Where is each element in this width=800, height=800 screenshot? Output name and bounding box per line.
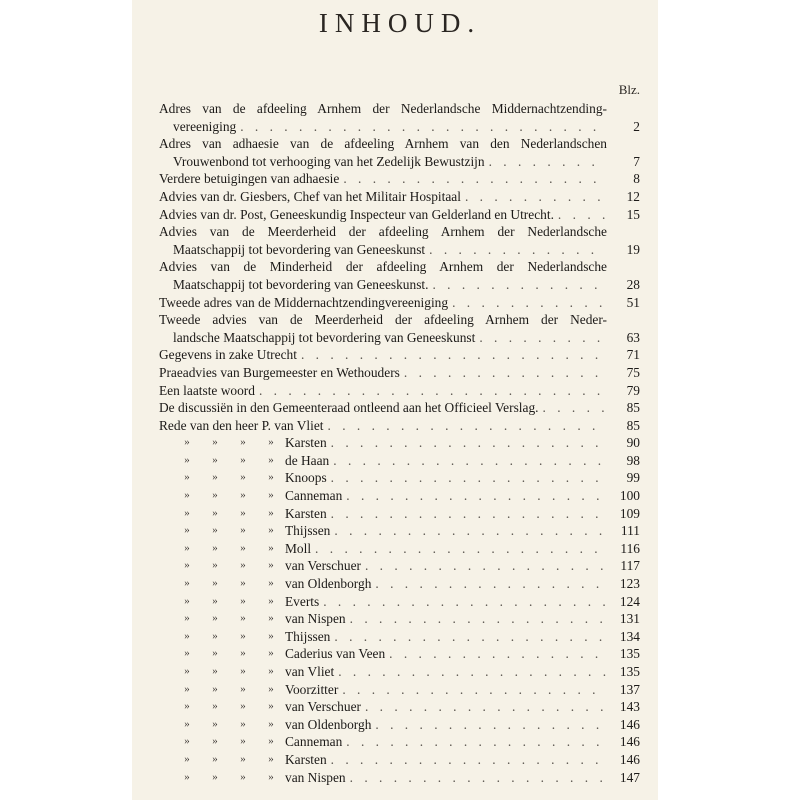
toc-entry-text: Maatschappij tot bevordering van Geneeskunst.: [173, 276, 429, 292]
leader-dots: [371, 716, 606, 734]
speech-entry: [159, 663, 640, 681]
ditto-mark: »: [184, 436, 190, 449]
toc-entry-line: [159, 311, 640, 329]
toc-page-number: 2: [633, 118, 640, 134]
speech-entry: [159, 522, 640, 540]
ditto-mark: »: [268, 665, 274, 677]
toc-entry-text: Gegevens in zake Utrecht: [159, 347, 297, 363]
toc-entry-text: landsche Maatschappij tot bevordering van Geneeskunst: [173, 329, 476, 345]
toc-page-number: 79: [626, 382, 640, 398]
ditto-mark: »: [212, 559, 218, 572]
speech-entry: [159, 733, 640, 751]
ditto-marks: [159, 610, 285, 628]
ditto-mark: »: [240, 700, 246, 713]
ditto-mark: »: [184, 506, 190, 519]
ditto-marks: [159, 698, 285, 716]
toc-entry-text: De discussiën in den Gemeenteraad ontleend aan het Officieel Verslag.: [159, 400, 539, 416]
toc-entry-text: Rede van den heer P. van Vliet: [159, 417, 324, 433]
toc-page-number: 98: [626, 452, 640, 468]
leader-dots: [342, 487, 606, 505]
ditto-mark: »: [184, 770, 190, 783]
ditto-mark: »: [212, 647, 218, 660]
ditto-mark: »: [240, 436, 246, 449]
ditto-mark: »: [268, 647, 274, 660]
ditto-mark: »: [268, 559, 274, 572]
ditto-mark: »: [268, 471, 274, 484]
leader-dots: [327, 469, 606, 487]
leader-dots: [311, 540, 606, 558]
ditto-mark: »: [184, 489, 190, 502]
leader-dots: [330, 628, 606, 646]
ditto-mark: »: [184, 682, 190, 695]
toc-page-number: 8: [633, 171, 640, 187]
ditto-marks: [159, 733, 285, 751]
toc-page-number: 100: [619, 488, 640, 504]
speaker-name: Karsten: [285, 751, 327, 767]
ditto-mark: »: [184, 700, 190, 713]
ditto-marks: [159, 575, 285, 593]
ditto-marks: [159, 434, 285, 452]
leader-dots: [346, 610, 606, 628]
ditto-mark: »: [240, 735, 246, 748]
toc-page-number: 143: [619, 699, 640, 715]
ditto-mark: »: [240, 577, 246, 590]
speaker-name: Canneman: [285, 488, 343, 504]
ditto-mark: »: [184, 735, 190, 748]
ditto-mark: »: [184, 471, 190, 484]
toc-page-number: 123: [619, 576, 640, 592]
toc-page-number: 146: [619, 734, 640, 750]
ditto-mark: »: [240, 524, 246, 537]
leader-dots: [342, 733, 606, 751]
ditto-mark: »: [240, 612, 246, 625]
ditto-mark: »: [212, 489, 218, 502]
toc-page-number: 117: [620, 558, 640, 574]
table-of-contents: [159, 100, 640, 786]
toc-page-number: 109: [619, 505, 640, 521]
ditto-mark: »: [268, 682, 274, 695]
ditto-marks: [159, 681, 285, 699]
leader-dots: [385, 645, 606, 663]
leader-dots: [327, 751, 606, 769]
leader-dots: [236, 118, 606, 136]
speaker-name: Caderius van Veen: [285, 646, 386, 662]
leader-dots: [297, 346, 606, 364]
speaker-name: van Nispen: [285, 611, 346, 627]
speaker-name: Karsten: [285, 505, 327, 521]
toc-entry-line: [159, 188, 640, 206]
ditto-mark: »: [184, 629, 190, 642]
toc-entry-line: [159, 135, 640, 153]
speaker-name: de Haan: [285, 452, 330, 468]
ditto-marks: [159, 751, 285, 769]
page-column-header: Blz.: [618, 82, 640, 97]
leader-dots: [448, 294, 606, 312]
toc-entry-text: Tweede adres van de Middernachtzendingvereeniging: [159, 294, 449, 310]
ditto-mark: »: [268, 506, 274, 519]
ditto-mark: »: [240, 471, 246, 484]
toc-entry-line: [159, 170, 640, 188]
leader-dots: [319, 593, 606, 611]
toc-entry-text: Maatschappij tot bevordering van Geneeskunst: [173, 241, 426, 257]
toc-page-number: 147: [619, 769, 640, 785]
ditto-mark: »: [212, 524, 218, 537]
speech-entry: [159, 610, 640, 628]
leader-dots: [371, 575, 606, 593]
toc-entry-line: [159, 399, 640, 417]
ditto-mark: »: [184, 647, 190, 660]
toc-page-number: 135: [619, 664, 640, 679]
toc-page-number: 111: [620, 523, 640, 539]
leader-dots: [329, 452, 606, 470]
speech-entry: [159, 487, 640, 505]
ditto-marks: [159, 769, 285, 787]
ditto-mark: »: [212, 629, 218, 642]
ditto-mark: »: [268, 489, 274, 502]
ditto-mark: »: [184, 559, 190, 572]
ditto-marks: [159, 487, 285, 505]
ditto-marks: [159, 469, 285, 487]
toc-entry-line: [159, 206, 640, 224]
speaker-name: van Oldenborgh: [285, 716, 372, 732]
ditto-mark: »: [240, 489, 246, 502]
ditto-marks: [159, 452, 285, 470]
toc-page-number: 15: [626, 206, 640, 222]
ditto-mark: »: [212, 752, 218, 765]
toc-entry-text: Advies van de Meerderheid der afdeeling Arnhem der Nederlandsche: [159, 224, 607, 240]
toc-entry-line: [159, 223, 640, 241]
ditto-mark: »: [184, 594, 190, 607]
toc-entry-text: vereeniging: [173, 118, 237, 134]
speech-entry: [159, 593, 640, 611]
leader-dots: [334, 663, 606, 681]
speech-entry: [159, 751, 640, 769]
speaker-name: Knoops: [285, 470, 327, 486]
ditto-mark: »: [240, 559, 246, 572]
ditto-mark: »: [240, 453, 246, 466]
toc-page-number: 12: [626, 188, 640, 204]
leader-dots: [327, 434, 606, 452]
speech-entry: [159, 769, 640, 787]
speech-entry: [159, 434, 640, 452]
toc-entry-text: Praeadvies van Burgemeester en Wethouders: [159, 364, 400, 380]
toc-entry-text: Een laatste woord: [159, 382, 255, 398]
toc-page-number: 7: [633, 153, 640, 169]
toc-entry-line: [159, 382, 640, 400]
leader-dots: [400, 364, 606, 382]
speech-entry: [159, 505, 640, 523]
speech-entry: [159, 681, 640, 699]
leader-dots: [428, 276, 606, 294]
toc-page-number: 116: [620, 540, 640, 556]
ditto-mark: »: [268, 524, 274, 537]
leader-dots: [361, 557, 606, 575]
toc-entry-text: Adres van adhaesie van de afdeeling Arnhem van den Nederlandschen: [159, 136, 607, 152]
ditto-mark: »: [240, 541, 246, 554]
toc-entry-text: Advies van de Minderheid der afdeeling Arnhem der Nederlandsche: [159, 259, 607, 275]
ditto-mark: »: [184, 541, 190, 554]
ditto-marks: [159, 645, 285, 663]
ditto-mark: »: [268, 577, 274, 590]
ditto-mark: »: [184, 577, 190, 590]
ditto-mark: »: [184, 612, 190, 625]
ditto-mark: »: [268, 436, 274, 449]
speaker-name: Thijssen: [285, 628, 331, 644]
speech-entry: [159, 575, 640, 593]
ditto-marks: [159, 593, 285, 611]
ditto-mark: »: [268, 612, 274, 625]
speech-entry: [159, 698, 640, 716]
ditto-marks: [159, 557, 285, 575]
toc-entry-line: [159, 118, 640, 136]
toc-page-number: 63: [626, 329, 640, 345]
speaker-name: Everts: [285, 593, 320, 609]
ditto-marks: [159, 522, 285, 540]
toc-page-number: 137: [619, 681, 640, 697]
toc-page-number: 75: [626, 364, 640, 380]
ditto-mark: »: [268, 541, 274, 554]
ditto-marks: [159, 628, 285, 646]
ditto-mark: »: [212, 612, 218, 625]
ditto-mark: »: [212, 453, 218, 466]
ditto-mark: »: [184, 717, 190, 730]
toc-entry-line: [159, 417, 640, 435]
toc-entry-text: Advies van dr. Post, Geneeskundig Inspecteur van Gelderland en Utrecht.: [159, 206, 554, 222]
leader-dots: [339, 170, 606, 188]
leader-dots: [539, 399, 606, 417]
ditto-mark: »: [212, 770, 218, 783]
toc-page-number: 90: [626, 435, 640, 451]
ditto-mark: »: [268, 594, 274, 607]
ditto-marks: [159, 663, 285, 681]
speaker-name: Karsten: [285, 435, 327, 451]
ditto-mark: »: [212, 594, 218, 607]
speaker-name: Thijssen: [285, 523, 331, 539]
speech-entry: [159, 540, 640, 558]
toc-page-number: 134: [619, 628, 640, 644]
ditto-mark: »: [268, 700, 274, 713]
leader-dots: [461, 188, 606, 206]
speech-entry: [159, 628, 640, 646]
speech-entry: [159, 716, 640, 734]
ditto-mark: »: [240, 665, 246, 677]
ditto-mark: »: [184, 453, 190, 466]
toc-entry-line: [159, 153, 640, 171]
ditto-mark: »: [212, 700, 218, 713]
page-title: INHOUD.: [318, 8, 482, 38]
ditto-mark: »: [268, 629, 274, 642]
toc-entry-line: [159, 100, 640, 118]
leader-dots: [554, 206, 606, 224]
toc-entry-text: Advies van dr. Giesbers, Chef van het Militair Hospitaal: [159, 188, 461, 204]
toc-page-number: 146: [619, 751, 640, 767]
ditto-mark: »: [184, 752, 190, 765]
ditto-mark: »: [240, 717, 246, 730]
ditto-marks: [159, 505, 285, 523]
ditto-marks: [159, 540, 285, 558]
toc-entry-text: Adres van de afdeeling Arnhem der Nederlandsche Middernachtzending-: [159, 101, 607, 116]
ditto-mark: »: [268, 752, 274, 765]
toc-entry-line: [159, 258, 640, 276]
speech-entry: [159, 557, 640, 575]
toc-page-number: 71: [626, 347, 640, 363]
speaker-name: van Oldenborgh: [285, 576, 372, 592]
toc-page-number: 146: [619, 716, 640, 732]
toc-entry-text: Vrouwenbond tot verhooging van het Zedelijk Bewustzijn: [173, 153, 485, 169]
ditto-mark: »: [212, 577, 218, 590]
ditto-mark: »: [240, 770, 246, 783]
toc-page-number: 99: [626, 470, 640, 486]
leader-dots: [425, 241, 606, 259]
ditto-mark: »: [268, 770, 274, 783]
ditto-mark: »: [212, 735, 218, 748]
leader-dots: [485, 153, 606, 171]
speaker-name: van Verschuer: [285, 558, 361, 574]
toc-entry-line: [159, 241, 640, 259]
toc-page-number: 124: [619, 593, 640, 609]
ditto-mark: »: [184, 665, 190, 677]
toc-entry-line: [159, 329, 640, 347]
toc-entry-line: [159, 294, 640, 312]
speech-entry: [159, 469, 640, 487]
toc-page-number: 85: [626, 417, 640, 433]
toc-page-number: 135: [619, 646, 640, 662]
leader-dots: [475, 329, 606, 347]
toc-entry-text: Tweede advies van de Meerderheid der afdeeling Arnhem der Neder-: [159, 312, 607, 328]
ditto-mark: »: [268, 735, 274, 748]
ditto-mark: »: [240, 647, 246, 660]
toc-page-number: 85: [626, 400, 640, 416]
toc-page-number: 28: [626, 276, 640, 292]
ditto-mark: »: [184, 524, 190, 537]
ditto-mark: »: [212, 682, 218, 695]
leader-dots: [324, 417, 607, 435]
speaker-name: van Verschuer: [285, 699, 361, 715]
ditto-mark: »: [240, 629, 246, 642]
leader-dots: [361, 698, 606, 716]
leader-dots: [330, 522, 606, 540]
speaker-name: van Nispen: [285, 769, 346, 785]
speaker-name: Canneman: [285, 734, 343, 750]
toc-page-number: 51: [626, 294, 640, 310]
leader-dots: [346, 769, 606, 787]
leader-dots: [327, 505, 606, 523]
toc-entry-text: Verdere betuigingen van adhaesie: [159, 171, 340, 187]
toc-page-number: 19: [626, 241, 640, 257]
speaker-name: Voorzitter: [285, 681, 339, 697]
ditto-mark: »: [240, 594, 246, 607]
ditto-mark: »: [212, 541, 218, 554]
toc-entry-line: [159, 346, 640, 364]
speaker-name: van Vliet: [285, 664, 335, 679]
leader-dots: [338, 681, 606, 699]
ditto-mark: »: [212, 471, 218, 484]
ditto-mark: »: [240, 506, 246, 519]
toc-page-number: 131: [619, 611, 640, 627]
leader-dots: [255, 382, 606, 400]
ditto-mark: »: [268, 717, 274, 730]
toc-entry-line: [159, 364, 640, 382]
speech-entry: [159, 452, 640, 470]
ditto-mark: »: [268, 453, 274, 466]
ditto-mark: »: [212, 436, 218, 449]
ditto-marks: [159, 716, 285, 734]
speech-entry: [159, 645, 640, 663]
ditto-mark: »: [212, 506, 218, 519]
ditto-mark: »: [212, 665, 218, 677]
speaker-name: Moll: [285, 540, 312, 556]
toc-entry-line: [159, 276, 640, 294]
ditto-mark: »: [212, 717, 218, 730]
ditto-mark: »: [240, 752, 246, 765]
ditto-mark: »: [240, 682, 246, 695]
